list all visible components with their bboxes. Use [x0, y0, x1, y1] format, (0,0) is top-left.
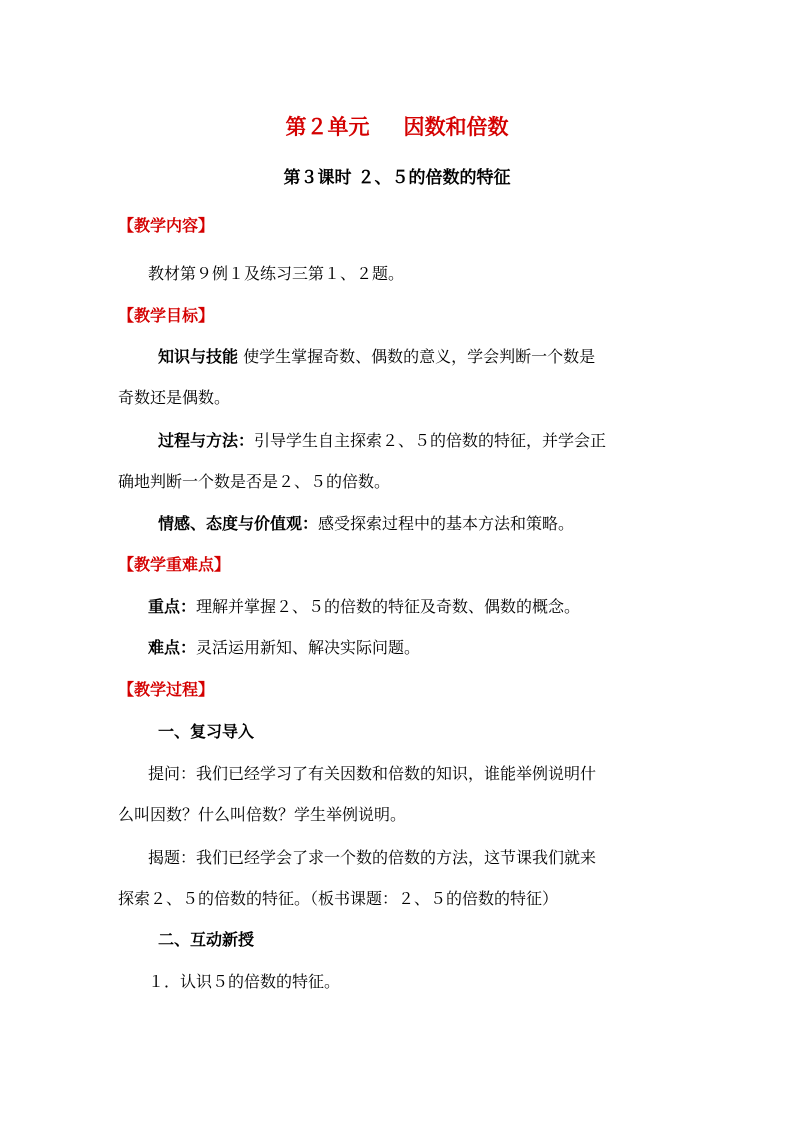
goal-process-text-1: 引导学生自主探索２、５的倍数的特征，并学会正 — [254, 431, 607, 450]
key-point-text: 理解并掌握２、５的倍数的特征及奇数、偶数的概念。 — [196, 597, 581, 616]
goal-process-label: 过程与方法： — [158, 431, 255, 450]
key-point-label: 重点： — [148, 597, 197, 616]
unit-name: 因数和倍数 — [403, 115, 509, 139]
goal-emotion-text: 感受探索过程中的基本方法和策略。 — [318, 514, 575, 533]
goal-process-line-1 — [118, 430, 718, 452]
step1-heading: 一、复习导入 — [158, 722, 255, 741]
item1-text: １．认识５的倍数的特征。 — [148, 972, 341, 991]
reveal-line-1: 揭题：我们已经学会了求一个数的倍数的方法，这节课我们就来 — [148, 848, 597, 867]
ask-line-1: 提问：我们已经学习了有关因数和倍数的知识，谁能举例说明什 — [148, 764, 597, 783]
difficulty-label: 难点： — [148, 638, 197, 657]
goal-knowledge-text-1: 使学生掌握奇数、偶数的意义，学会判断一个数是 — [238, 347, 596, 366]
difficulty-line — [118, 637, 708, 659]
content-text: 教材第９例１及练习三第１、２题。 — [148, 264, 405, 283]
lesson-title: 第３课时 ２、５的倍数的特征 — [283, 168, 511, 188]
section-heading-key-points: 【教学重难点】 — [118, 555, 231, 574]
unit-label: 第２单元 — [285, 115, 370, 139]
section-heading-process: 【教学过程】 — [118, 680, 215, 699]
key-point-line — [118, 596, 708, 618]
goal-knowledge-line-1 — [118, 346, 718, 368]
difficulty-text: 灵活运用新知、解决实际问题。 — [196, 638, 421, 657]
section-heading-goals: 【教学目标】 — [118, 306, 215, 325]
goal-knowledge-label: 知识与技能 — [158, 347, 239, 366]
goal-emotion-label: 情感、态度与价值观： — [158, 514, 319, 533]
goal-knowledge-text-2: 奇数还是偶数。 — [118, 388, 231, 407]
ask-line-2: 么叫因数？什么叫倍数？学生举例说明。 — [118, 805, 407, 824]
section-heading-content: 【教学内容】 — [118, 216, 215, 235]
step2-heading: 二、互动新授 — [158, 930, 255, 949]
goal-process-text-2: 确地判断一个数是否是２、５的倍数。 — [118, 472, 391, 491]
goal-emotion-line — [118, 513, 718, 535]
unit-title — [0, 112, 794, 142]
reveal-line-2: 探索２、５的倍数的特征。（板书课题：２、５的倍数的特征） — [118, 889, 559, 908]
